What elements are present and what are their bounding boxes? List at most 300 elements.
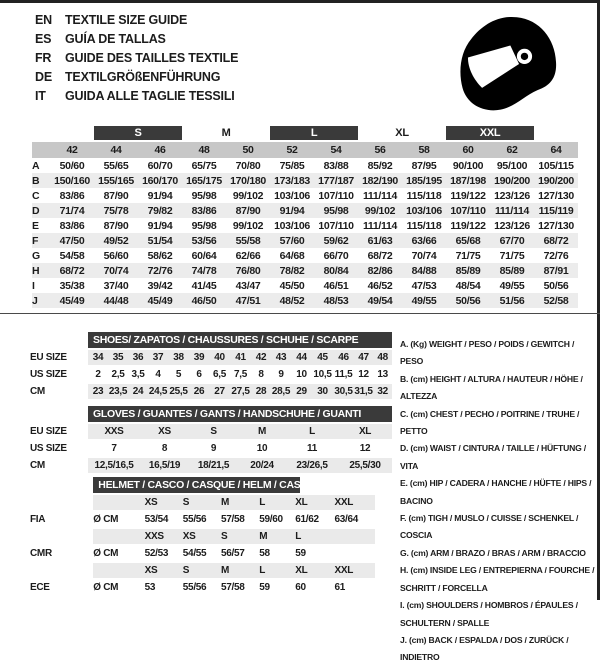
shoes-value: 24: [128, 383, 148, 400]
helmet-value: 61/62: [295, 511, 334, 528]
measurement-value: 80/84: [314, 263, 358, 278]
language-title: TEXTILGRÖßENFÜHRUNG: [65, 70, 221, 84]
helmet-size: L: [295, 528, 334, 545]
measurement-value: 105/115: [538, 159, 574, 172]
size-number: 56: [358, 141, 402, 158]
standard-label: ECE: [30, 579, 93, 596]
measurement-value: 68/72: [367, 249, 393, 262]
helmet-value: 57/58: [221, 511, 259, 528]
legend-item: G. (cm) ARM / BRAZO / BRAS / ARM / BRACCIO: [400, 547, 586, 558]
shoes-value: 30,5: [333, 383, 354, 400]
measurement-value: 68/72: [50, 263, 94, 278]
measurement-value: 71/75: [499, 249, 525, 262]
measurement-value: 85/89: [490, 263, 534, 278]
measurement-value: 45/50: [279, 279, 305, 292]
measurement-value: 47/50: [50, 233, 94, 248]
language-title: GUIDA ALLE TAGLIE TESSILI: [65, 89, 235, 103]
measurement-value: 49/52: [94, 233, 138, 248]
size-number: 54: [314, 141, 358, 158]
measurement-value: 83/86: [182, 203, 226, 218]
helmet-size: [335, 528, 376, 545]
legend-item: A. (Kg) WEIGHT / PESO / POIDS / GEWITCH / PESO: [400, 339, 575, 367]
measurement-value: 91/94: [147, 219, 173, 232]
measurement-value: 41/45: [191, 279, 217, 292]
measurement-value: 190/200: [490, 173, 534, 188]
row-label: EU SIZE: [30, 349, 88, 366]
size-number: 64: [534, 141, 578, 158]
helmet-size: S: [183, 494, 221, 511]
measurement-value: 70/74: [411, 249, 437, 262]
language-row: [35, 49, 238, 68]
measurement-value: 75/85: [279, 159, 305, 172]
measurement-value: 87/91: [534, 263, 578, 278]
standard-label: FIA: [30, 511, 93, 528]
shoes-value: 10: [291, 366, 312, 383]
size-band-label: XL: [358, 126, 446, 141]
measurement-key: E: [32, 219, 39, 232]
shoes-value: 24,5: [148, 383, 168, 400]
size-number-spacer: [32, 141, 50, 158]
measurement-value: 71/74: [50, 203, 94, 218]
measurement-value: 85/89: [446, 263, 490, 278]
shoes-title-row: [30, 332, 392, 349]
measurement-value: 123/126: [494, 219, 530, 232]
measurement-value: 187/198: [446, 173, 490, 188]
shoes-row: [30, 349, 392, 366]
gloves-value: 18/21,5: [189, 457, 238, 474]
measurement-value: 87/90: [103, 219, 129, 232]
size-band-spacer: [32, 126, 50, 141]
row-label: EU SIZE: [30, 423, 88, 440]
helmet-size-table: [30, 477, 375, 597]
shoes-value: 30: [312, 383, 333, 400]
measurement-key: B: [32, 173, 50, 188]
size-band-label: L: [270, 126, 358, 141]
language-title-list: [35, 11, 238, 106]
helmet-size: M: [221, 494, 259, 511]
helmet-title-row: [30, 477, 375, 494]
measurement-value: 165/175: [182, 173, 226, 188]
measurement-value: 90/100: [452, 159, 484, 172]
gloves-value: 7: [88, 440, 140, 457]
measurement-key: C: [32, 189, 40, 202]
measurement-value: 119/122: [450, 219, 486, 232]
measurement-value: 53/56: [182, 233, 226, 248]
gloves-row: [30, 440, 392, 457]
measurement-value: 39/42: [147, 279, 173, 292]
measurement-key: G: [32, 249, 40, 262]
measurement-value: 99/102: [232, 219, 264, 232]
measurement-value: 46/52: [367, 279, 393, 292]
measurement-key: F: [32, 233, 50, 248]
shoes-value: 11,5: [333, 366, 354, 383]
shoes-value: 47: [354, 349, 373, 366]
measurement-value: 75/78: [94, 203, 138, 218]
measurement-value: 78/82: [270, 263, 314, 278]
helmet-size: XL: [295, 494, 334, 511]
measurement-value: 95/98: [191, 189, 217, 202]
measurement-value: 65/68: [446, 233, 490, 248]
measurement-value: 83/86: [59, 189, 85, 202]
gloves-value: L: [286, 423, 338, 440]
helmet-value: 60: [295, 579, 334, 596]
measurement-value: 68/72: [534, 233, 578, 248]
gloves-value: 12,5/16,5: [88, 457, 140, 474]
helmet-sizes-row: [30, 494, 375, 511]
helmet-value: 59: [295, 545, 334, 562]
measurement-value: 76/80: [226, 263, 270, 278]
row-label-spacer: [30, 528, 93, 545]
measurement-row: [32, 203, 578, 218]
size-number: 44: [94, 141, 138, 158]
size-band-label: [534, 126, 578, 141]
shoes-value: 39: [189, 349, 209, 366]
size-number: 42: [50, 141, 94, 158]
helmet-unit: Ø CM: [93, 545, 144, 562]
measurement-value: 155/165: [94, 173, 138, 188]
measurement-value: 72/76: [543, 249, 569, 262]
measurement-value: 85/92: [367, 159, 393, 172]
row-label: CM: [30, 383, 88, 400]
measurement-value: 115/118: [406, 189, 442, 202]
measurement-value: 71/75: [455, 249, 481, 262]
measurement-value: 49/55: [499, 279, 525, 292]
legend-item: C. (cm) CHEST / PECHO / POITRINE / TRUHE / PETTO: [400, 408, 580, 437]
legend-item: I. (cm) SHOULDERS / HOMBROS / ÉPAULES / SCHULTERN / SPALLE: [400, 600, 578, 628]
helmet-size: S: [221, 528, 259, 545]
helmet-size: S: [183, 562, 221, 579]
helmet-size: L: [259, 494, 295, 511]
shoes-value: 45: [312, 349, 333, 366]
measurement-value: 55/58: [226, 233, 270, 248]
helmet-values-row: [30, 545, 375, 562]
measurement-value: 79/82: [138, 203, 182, 218]
measurement-value: 65/75: [191, 159, 217, 172]
shoes-value: 40: [209, 349, 230, 366]
helmet-size: L: [259, 562, 295, 579]
size-band-label: XXL: [446, 126, 534, 141]
helmet-title-cell: [93, 477, 375, 494]
helmet-sizes-row: [30, 562, 375, 579]
measurement-value: 95/100: [496, 159, 528, 172]
size-number: 50: [226, 141, 270, 158]
shoes-value: 2: [88, 366, 108, 383]
measurement-value: 50/60: [59, 159, 85, 172]
measurement-value: 43/47: [235, 279, 261, 292]
language-row: [35, 11, 238, 30]
shoes-value: 12: [354, 366, 373, 383]
helmet-unit: Ø CM: [93, 579, 144, 596]
measurement-value: 103/106: [402, 203, 446, 218]
measurement-value: 59/62: [314, 233, 358, 248]
measurement-value: 111/114: [362, 189, 398, 202]
shoes-value: 29: [291, 383, 312, 400]
helmet-value: [335, 545, 376, 562]
measurement-value: 99/102: [358, 203, 402, 218]
helmet-size: XS: [145, 562, 183, 579]
measurement-value: 91/94: [147, 189, 173, 202]
helmet-size: XXS: [145, 528, 183, 545]
measurement-value: 119/122: [450, 189, 486, 202]
size-number: 62: [490, 141, 534, 158]
shoes-value: 23: [88, 383, 108, 400]
helmet-unit-spacer: [93, 562, 144, 579]
language-row: [35, 68, 238, 87]
measurement-value: 111/114: [490, 203, 534, 218]
helmet-value: 54/55: [183, 545, 221, 562]
measurement-row: [32, 248, 578, 263]
shoes-value: 37: [148, 349, 168, 366]
shoes-value: 23,5: [108, 383, 128, 400]
gloves-title: GLOVES / GUANTES / GANTS / HANDSCHUHE / GUANTI: [88, 406, 392, 423]
measurement-value: 83/86: [59, 219, 85, 232]
measurement-value: 51/54: [138, 233, 182, 248]
language-code: ES: [35, 32, 52, 46]
measurement-value: 170/180: [226, 173, 270, 188]
measurement-value: 51/56: [490, 293, 534, 308]
language-code: DE: [35, 70, 52, 84]
shoes-value: 3,5: [128, 366, 148, 383]
measurement-value: 115/119: [534, 203, 578, 218]
shoes-size-table: [30, 332, 392, 401]
language-title: GUÍA DE TALLAS: [65, 32, 166, 46]
shoes-value: 43: [271, 349, 291, 366]
row-label-spacer: [30, 494, 93, 511]
gloves-value: S: [189, 423, 238, 440]
measurement-value: 95/98: [191, 219, 217, 232]
helmet-values-row: [30, 511, 375, 528]
measurement-value: 45/49: [138, 293, 182, 308]
helmet-size: XL: [295, 562, 334, 579]
helmet-size: XXL: [335, 494, 376, 511]
gloves-value: 10: [238, 440, 286, 457]
measurement-value: 74/78: [182, 263, 226, 278]
measurement-value: 48/54: [455, 279, 481, 292]
measurement-value: 57/60: [270, 233, 314, 248]
size-number: 58: [402, 141, 446, 158]
shoes-value: 38: [168, 349, 189, 366]
measurement-value: 182/190: [358, 173, 402, 188]
gloves-value: XL: [338, 423, 392, 440]
measurement-value: 70/80: [235, 159, 261, 172]
shoes-value: 2,5: [108, 366, 128, 383]
gloves-value: 11: [286, 440, 338, 457]
measurement-value: 150/160: [50, 173, 94, 188]
measurement-value: 49/55: [402, 293, 446, 308]
size-band-label: M: [182, 126, 270, 141]
gloves-value: 12: [338, 440, 392, 457]
row-label-spacer: [30, 332, 88, 349]
measurement-value: 50/56: [446, 293, 490, 308]
gloves-value: 20/24: [238, 457, 286, 474]
measurement-value: 107/110: [446, 203, 490, 218]
shoes-value: 46: [333, 349, 354, 366]
measurement-value: 95/98: [314, 203, 358, 218]
measurement-value: 52/58: [534, 293, 578, 308]
measurement-value: 83/88: [323, 159, 349, 172]
measurement-key: A: [32, 159, 40, 172]
helmet-value: 53/54: [145, 511, 183, 528]
measurement-value: 103/106: [274, 219, 310, 232]
size-number: 60: [446, 141, 490, 158]
measurement-value: 127/130: [538, 219, 574, 232]
measurement-legend: [400, 336, 598, 667]
shoes-value: 34: [88, 349, 108, 366]
shoes-value: 4: [148, 366, 168, 383]
language-code: FR: [35, 51, 52, 65]
measurement-row: [32, 278, 578, 293]
section-divider: [0, 313, 600, 314]
measurement-key: D: [32, 203, 50, 218]
helmet-value: 58: [259, 545, 295, 562]
gloves-value: XS: [140, 423, 189, 440]
language-row: [35, 30, 238, 49]
textile-size-table: [32, 126, 578, 308]
size-band-label: S: [94, 126, 182, 141]
gloves-value: XXS: [88, 423, 140, 440]
helmet-sizes-row: [30, 528, 375, 545]
measurement-key: I: [32, 279, 35, 292]
shoes-value: 25,5: [168, 383, 189, 400]
helmet-size: XS: [145, 494, 183, 511]
size-band-row: [32, 126, 578, 141]
helmet-values-row: [30, 579, 375, 596]
measurement-value: 56/60: [103, 249, 129, 262]
measurement-value: 99/102: [232, 189, 264, 202]
measurement-key: J: [32, 293, 50, 308]
gloves-value: 16,5/19: [140, 457, 189, 474]
shoes-value: 28: [251, 383, 271, 400]
measurement-key: H: [32, 263, 50, 278]
measurement-value: 60/64: [191, 249, 217, 262]
measurement-value: 87/90: [226, 203, 270, 218]
measurement-row: [32, 293, 578, 308]
helmet-value: 55/56: [183, 579, 221, 596]
measurement-value: 107/110: [318, 189, 354, 202]
gloves-value: 23/26,5: [286, 457, 338, 474]
measurement-value: 185/195: [402, 173, 446, 188]
measurement-value: 82/86: [358, 263, 402, 278]
legend-item: H. (cm) INSIDE LEG / ENTREPIERNA / FOURCHE / SCHRITT / FORCELLA: [400, 565, 595, 593]
row-label: US SIZE: [30, 440, 88, 457]
measurement-value: 45/49: [50, 293, 94, 308]
measurement-value: 173/183: [270, 173, 314, 188]
language-code: IT: [35, 89, 46, 103]
gloves-row: [30, 423, 392, 440]
helmet-value: 55/56: [183, 511, 221, 528]
measurement-row: [32, 158, 578, 173]
shoes-value: 10,5: [312, 366, 333, 383]
row-label: CM: [30, 457, 88, 474]
measurement-value: 54/58: [59, 249, 85, 262]
size-number: 48: [182, 141, 226, 158]
helmet-value: 59: [259, 579, 295, 596]
shoes-row: [30, 366, 392, 383]
measurement-row: [32, 233, 578, 248]
shoes-value: 27: [209, 383, 230, 400]
shoes-value: 8: [251, 366, 271, 383]
measurement-value: 177/187: [314, 173, 358, 188]
gloves-value: 9: [189, 440, 238, 457]
shoes-value: 9: [271, 366, 291, 383]
shoes-value: 27,5: [230, 383, 251, 400]
shoes-value: 42: [251, 349, 271, 366]
legend-item: D. (cm) WAIST / CINTURA / TAILLE / HÜFTUNG / VITA: [400, 443, 586, 471]
helmet-value: 57/58: [221, 579, 259, 596]
size-band-label: [50, 126, 94, 141]
helmet-size: M: [259, 528, 295, 545]
measurement-value: 58/62: [147, 249, 173, 262]
shoes-value: 6: [189, 366, 209, 383]
helmet-title: HELMET / CASCO / CASQUE / HELM / CASCO: [93, 477, 300, 493]
measurement-value: 55/65: [103, 159, 129, 172]
gloves-value: M: [238, 423, 286, 440]
row-label-spacer: [30, 477, 93, 494]
measurement-value: 37/40: [103, 279, 129, 292]
measurement-value: 64/68: [279, 249, 305, 262]
helmet-size: XS: [183, 528, 221, 545]
measurement-value: 127/130: [538, 189, 574, 202]
measurement-value: 46/51: [323, 279, 349, 292]
measurement-value: 44/48: [94, 293, 138, 308]
helmet-value: 53: [145, 579, 183, 596]
row-label-spacer: [30, 406, 88, 423]
helmet-value: 56/57: [221, 545, 259, 562]
gloves-row: [30, 457, 392, 474]
measurement-value: 84/88: [402, 263, 446, 278]
shoes-value: 7,5: [230, 366, 251, 383]
gloves-value: 8: [140, 440, 189, 457]
measurement-value: 111/114: [362, 219, 398, 232]
measurement-value: 47/53: [411, 279, 437, 292]
measurement-value: 87/90: [103, 189, 129, 202]
measurement-value: 70/74: [94, 263, 138, 278]
measurement-value: 60/70: [147, 159, 173, 172]
language-row: [35, 87, 238, 106]
shoes-value: 36: [128, 349, 148, 366]
measurement-value: 190/200: [534, 173, 578, 188]
size-number-row: [32, 141, 578, 158]
standard-label: CMR: [30, 545, 93, 562]
legend-item: B. (cm) HEIGHT / ALTURA / HAUTEUR / HÖHE / ALTEZZA: [400, 373, 583, 402]
measurement-value: 115/118: [406, 219, 442, 232]
row-label: US SIZE: [30, 366, 88, 383]
measurement-value: 63/66: [402, 233, 446, 248]
measurement-value: 107/110: [318, 219, 354, 232]
measurement-value: 50/56: [543, 279, 569, 292]
measurement-value: 35/38: [59, 279, 85, 292]
language-code: EN: [35, 13, 52, 27]
measurement-value: 61/63: [358, 233, 402, 248]
helmet-value: 61: [335, 579, 376, 596]
shoes-value: 13: [373, 366, 392, 383]
measurement-row: [32, 218, 578, 233]
helmet-unit-spacer: [93, 528, 144, 545]
shoes-value: 5: [168, 366, 189, 383]
legend-item: F. (cm) TIGH / MUSLO / CUISSE / SCHENKEL / COSCIA: [400, 513, 579, 541]
measurement-value: 123/126: [494, 189, 530, 202]
row-label-spacer: [30, 562, 93, 579]
shoes-value: 6,5: [209, 366, 230, 383]
measurement-value: 160/170: [138, 173, 182, 188]
measurement-value: 66/70: [323, 249, 349, 262]
gloves-title-row: [30, 406, 392, 423]
helmet-unit: Ø CM: [93, 511, 144, 528]
language-title: GUIDE DES TAILLES TEXTILE: [65, 51, 239, 65]
top-border-line: [0, 0, 600, 3]
language-title: TEXTILE SIZE GUIDE: [65, 13, 188, 27]
shoes-value: 48: [373, 349, 392, 366]
